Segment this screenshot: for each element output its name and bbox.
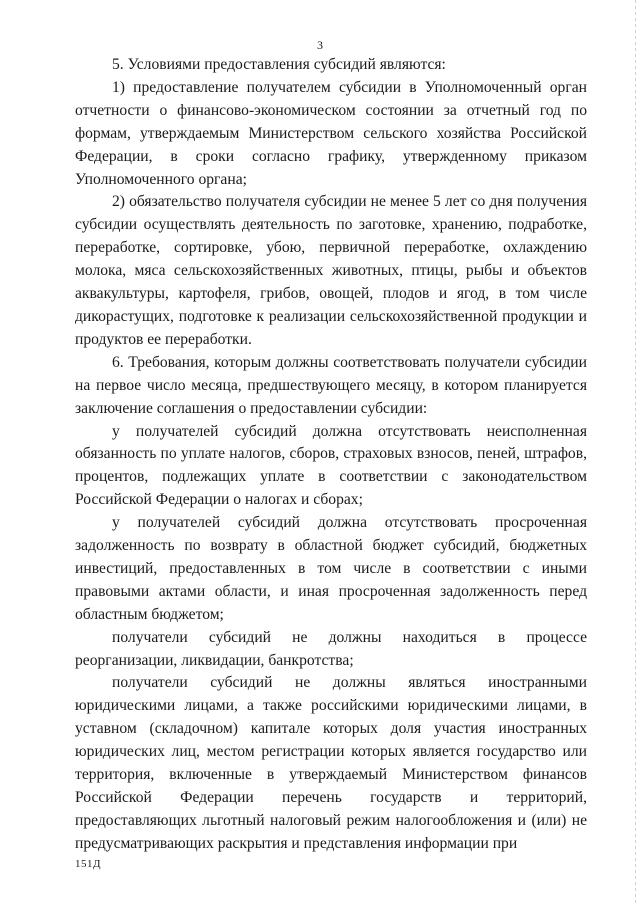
scan-edge-line: [635, 0, 636, 905]
paragraph-requirement-foreign: получатели субсидий не должны являться иностранными юридическими лицами, а также российскими юридическими лицами, в уставном (складочном) капитале которых доля участия иностранных юридических лиц, местом регистрации которых является государство или территория, включенные в утверждаемый Министерством финансов Российской Федерации перечень государств и территорий, предоставляющих льготный налоговый режим налогообложения и (или) не предусматривающих раскрытия и представления информации при: [75, 674, 587, 852]
paragraph-requirements-heading: 6. Требования, которым должны соответствовать получатели субсидии на первое число месяца, предшествующего месяцу, в котором планируется заключение соглашения о предоставлении субсидии:: [75, 353, 587, 417]
paragraph-condition-1: 1) предоставление получателем субсидии в Уполномоченный орган отчетности о финансово-экономическом состоянии за отчетный год по формам, утверждаемым Министерством сельского хозяйства Российской Федерации, в сроки согласно графику, утвержденному приказом Уполномоченного органа;: [75, 78, 587, 188]
paragraph-requirement-reorganization: получатели субсидий не должны находиться в процессе реорганизации, ликвидации, банкротства;: [75, 628, 587, 669]
page-number: 3: [317, 38, 323, 52]
document-body: [75, 54, 587, 856]
paragraph-requirement-taxes: у получателей субсидий должна отсутствовать неисполненная обязанность по уплате налогов, сборов, страховых взносов, пеней, штрафов, процентов, подлежащих уплате в соответствии с законодательством Российской Федерации о налогах и сборах;: [75, 422, 587, 509]
document-code: 151Д: [75, 858, 102, 870]
paragraph-requirement-debt: у получателей субсидий должна отсутствовать просроченная задолженность по возврату в областной бюджет субсидий, бюджетных инвестиций, предоставленных в том числе в соответствии с иными правовыми актами области, и иная просроченная задолженность перед областным бюджетом;: [75, 514, 587, 623]
paragraph-condition-2: 2) обязательство получателя субсидии не менее 5 лет со дня получения субсидии осуществлять деятельность по заготовке, хранению, подработке, переработке, сортировке, убою, первичной переработке, охлаждению молока, мяса сельскохозяйственных животных, птицы, рыбы и объектов аквакультуры, картофеля, грибов, овощей, плодов и ягод, в том числе дикорастущих, подготовке к реализации сельскохозяйственной продукции и продуктов ее переработки.: [75, 193, 587, 348]
paragraph-conditions-heading: 5. Условиями предоставления субсидий являются:: [112, 56, 446, 73]
